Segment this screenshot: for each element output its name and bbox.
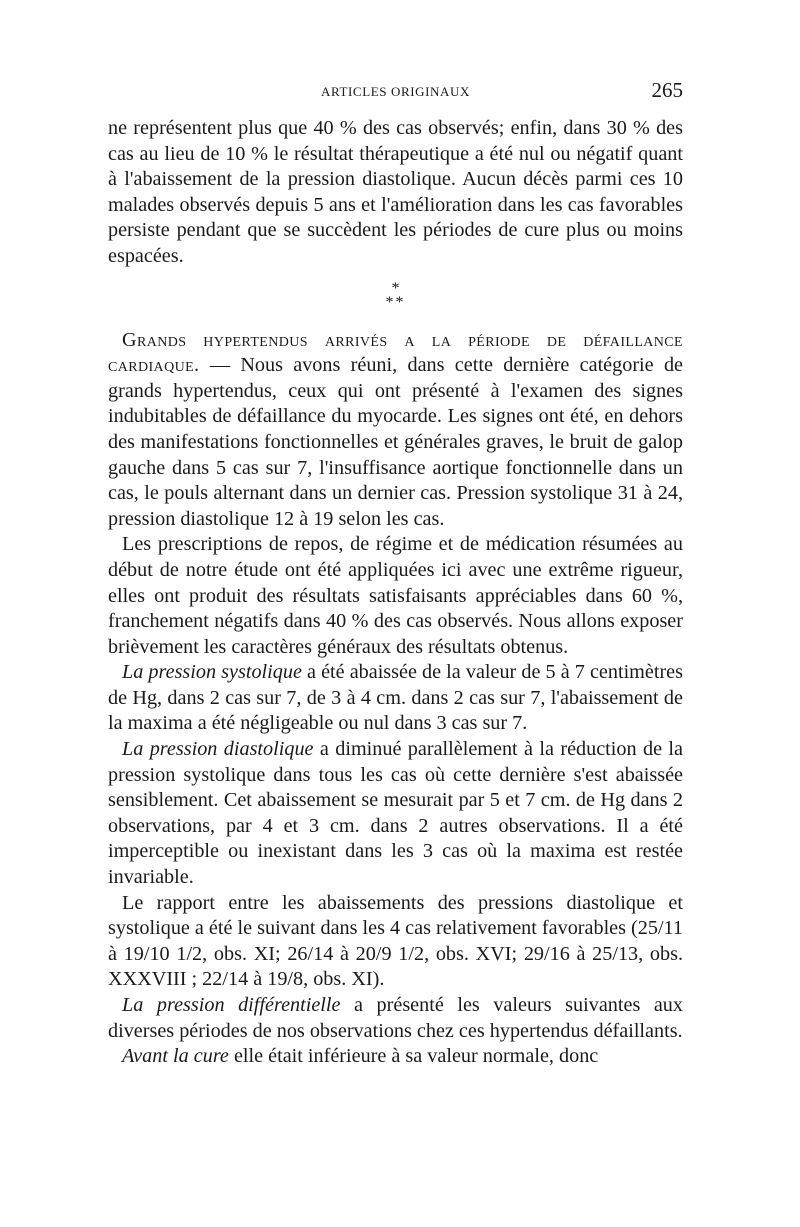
paragraph-text: a présenté les valeurs suivantes aux diverses périodes de nos observations chez ces hypertendus défaillants. bbox=[108, 994, 683, 1042]
paragraph-text: a diminué parallèlement à la réduction de la pression systolique dans tous les cas où cette dernière s'est abaissée sensiblement. Cet abaissement se mesurait par 5 et 7 cm. de Hg dans 2 observations, par 4 et 3 cm. dans 2 autres observations. Il a été imperceptible ou inexistant dans les 3 cas où la maxima est restée invariable. bbox=[108, 738, 683, 889]
asterism-top: * bbox=[391, 279, 400, 297]
page-number: 265 bbox=[651, 78, 683, 102]
paragraph-continuation: ne représentent plus que 40 % des cas observés; enfin, dans 30 % des cas au lieu de 10 % le résultat thérapeutique a été nul ou négatif quant à l'abaissement de la pression diastolique. Aucun décès parmi ces 10 malades observés depuis 5 ans et l'amélioration dans les cas favorables persiste pendant que se succèdent les périodes de cure plus ou moins espacées. bbox=[108, 117, 683, 267]
paragraph-pression-systolique bbox=[108, 660, 683, 737]
asterism bbox=[108, 279, 683, 311]
running-title: ARTICLES ORIGINAUX bbox=[320, 84, 471, 99]
section-body: — Nous avons réuni, dans cette dernière catégorie de grands hypertendus, ceux qui ont présenté à l'examen des signes indubitables de défaillance du myocarde. Les signes ont été, en dehors des manifestations fonctionnelles et générales graves, le bruit de galop gauche dans 5 cas sur 7, l'insuffisance aortique fonctionnelle dans un cas, le pouls alternant dans un dernier cas. Pression systolique 31 à 24, pression diastolique 12 à 19 selon les cas. bbox=[108, 354, 683, 530]
italic-term: Avant la cure bbox=[122, 1045, 229, 1068]
paragraph-pression-differentielle bbox=[108, 993, 683, 1044]
paragraph-pression-diastolique bbox=[108, 737, 683, 891]
italic-term: La pression différentielle bbox=[122, 994, 341, 1016]
section-heading: Grands hypertendus arrivés a la période de défaillance cardiaque. bbox=[108, 328, 683, 377]
paragraph-text: elle était inférieure à sa valeur normale, donc bbox=[228, 1045, 599, 1068]
italic-term: La pression diastolique bbox=[122, 738, 314, 761]
paragraph-prescriptions: Les prescriptions de repos, de régime et de médication résumées au début de notre étude ont été appliquées ici avec une extrême rigueur, elles ont produit des résultats satisfaisants appréciables dans 60 %, franchement négatifs dans 40 % des cas observés. Nous allons exposer brièvement les caractères généraux des résultats obtenus. bbox=[108, 533, 683, 658]
body-text bbox=[108, 116, 683, 1070]
paragraph-rapport: Le rapport entre les abaissements des pressions diastolique et systolique a été le suivant dans les 4 cas relativement favorables (25/11 à 19/10 1/2, obs. XI; 26/14 à 20/9 1/2, obs. XVI; 29/16 à 25/13, obs. XXXVIII ; 22/14 à 19/8, obs. XI). bbox=[108, 891, 683, 991]
paragraph-section-grands-hypertendus bbox=[108, 328, 683, 533]
asterism-bottom: ** bbox=[385, 293, 406, 311]
paragraph-text: a été abaissée de la valeur de 5 à 7 centimètres de Hg, dans 2 cas sur 7, de 3 à 4 cm. dans 2 cas sur 7, l'abaissement de la maxima a été négligeable ou nul dans 3 cas sur 7. bbox=[108, 661, 683, 735]
paragraph-avant-la-cure bbox=[108, 1044, 683, 1070]
running-head bbox=[108, 78, 683, 102]
italic-term: La pression systolique bbox=[122, 661, 302, 684]
